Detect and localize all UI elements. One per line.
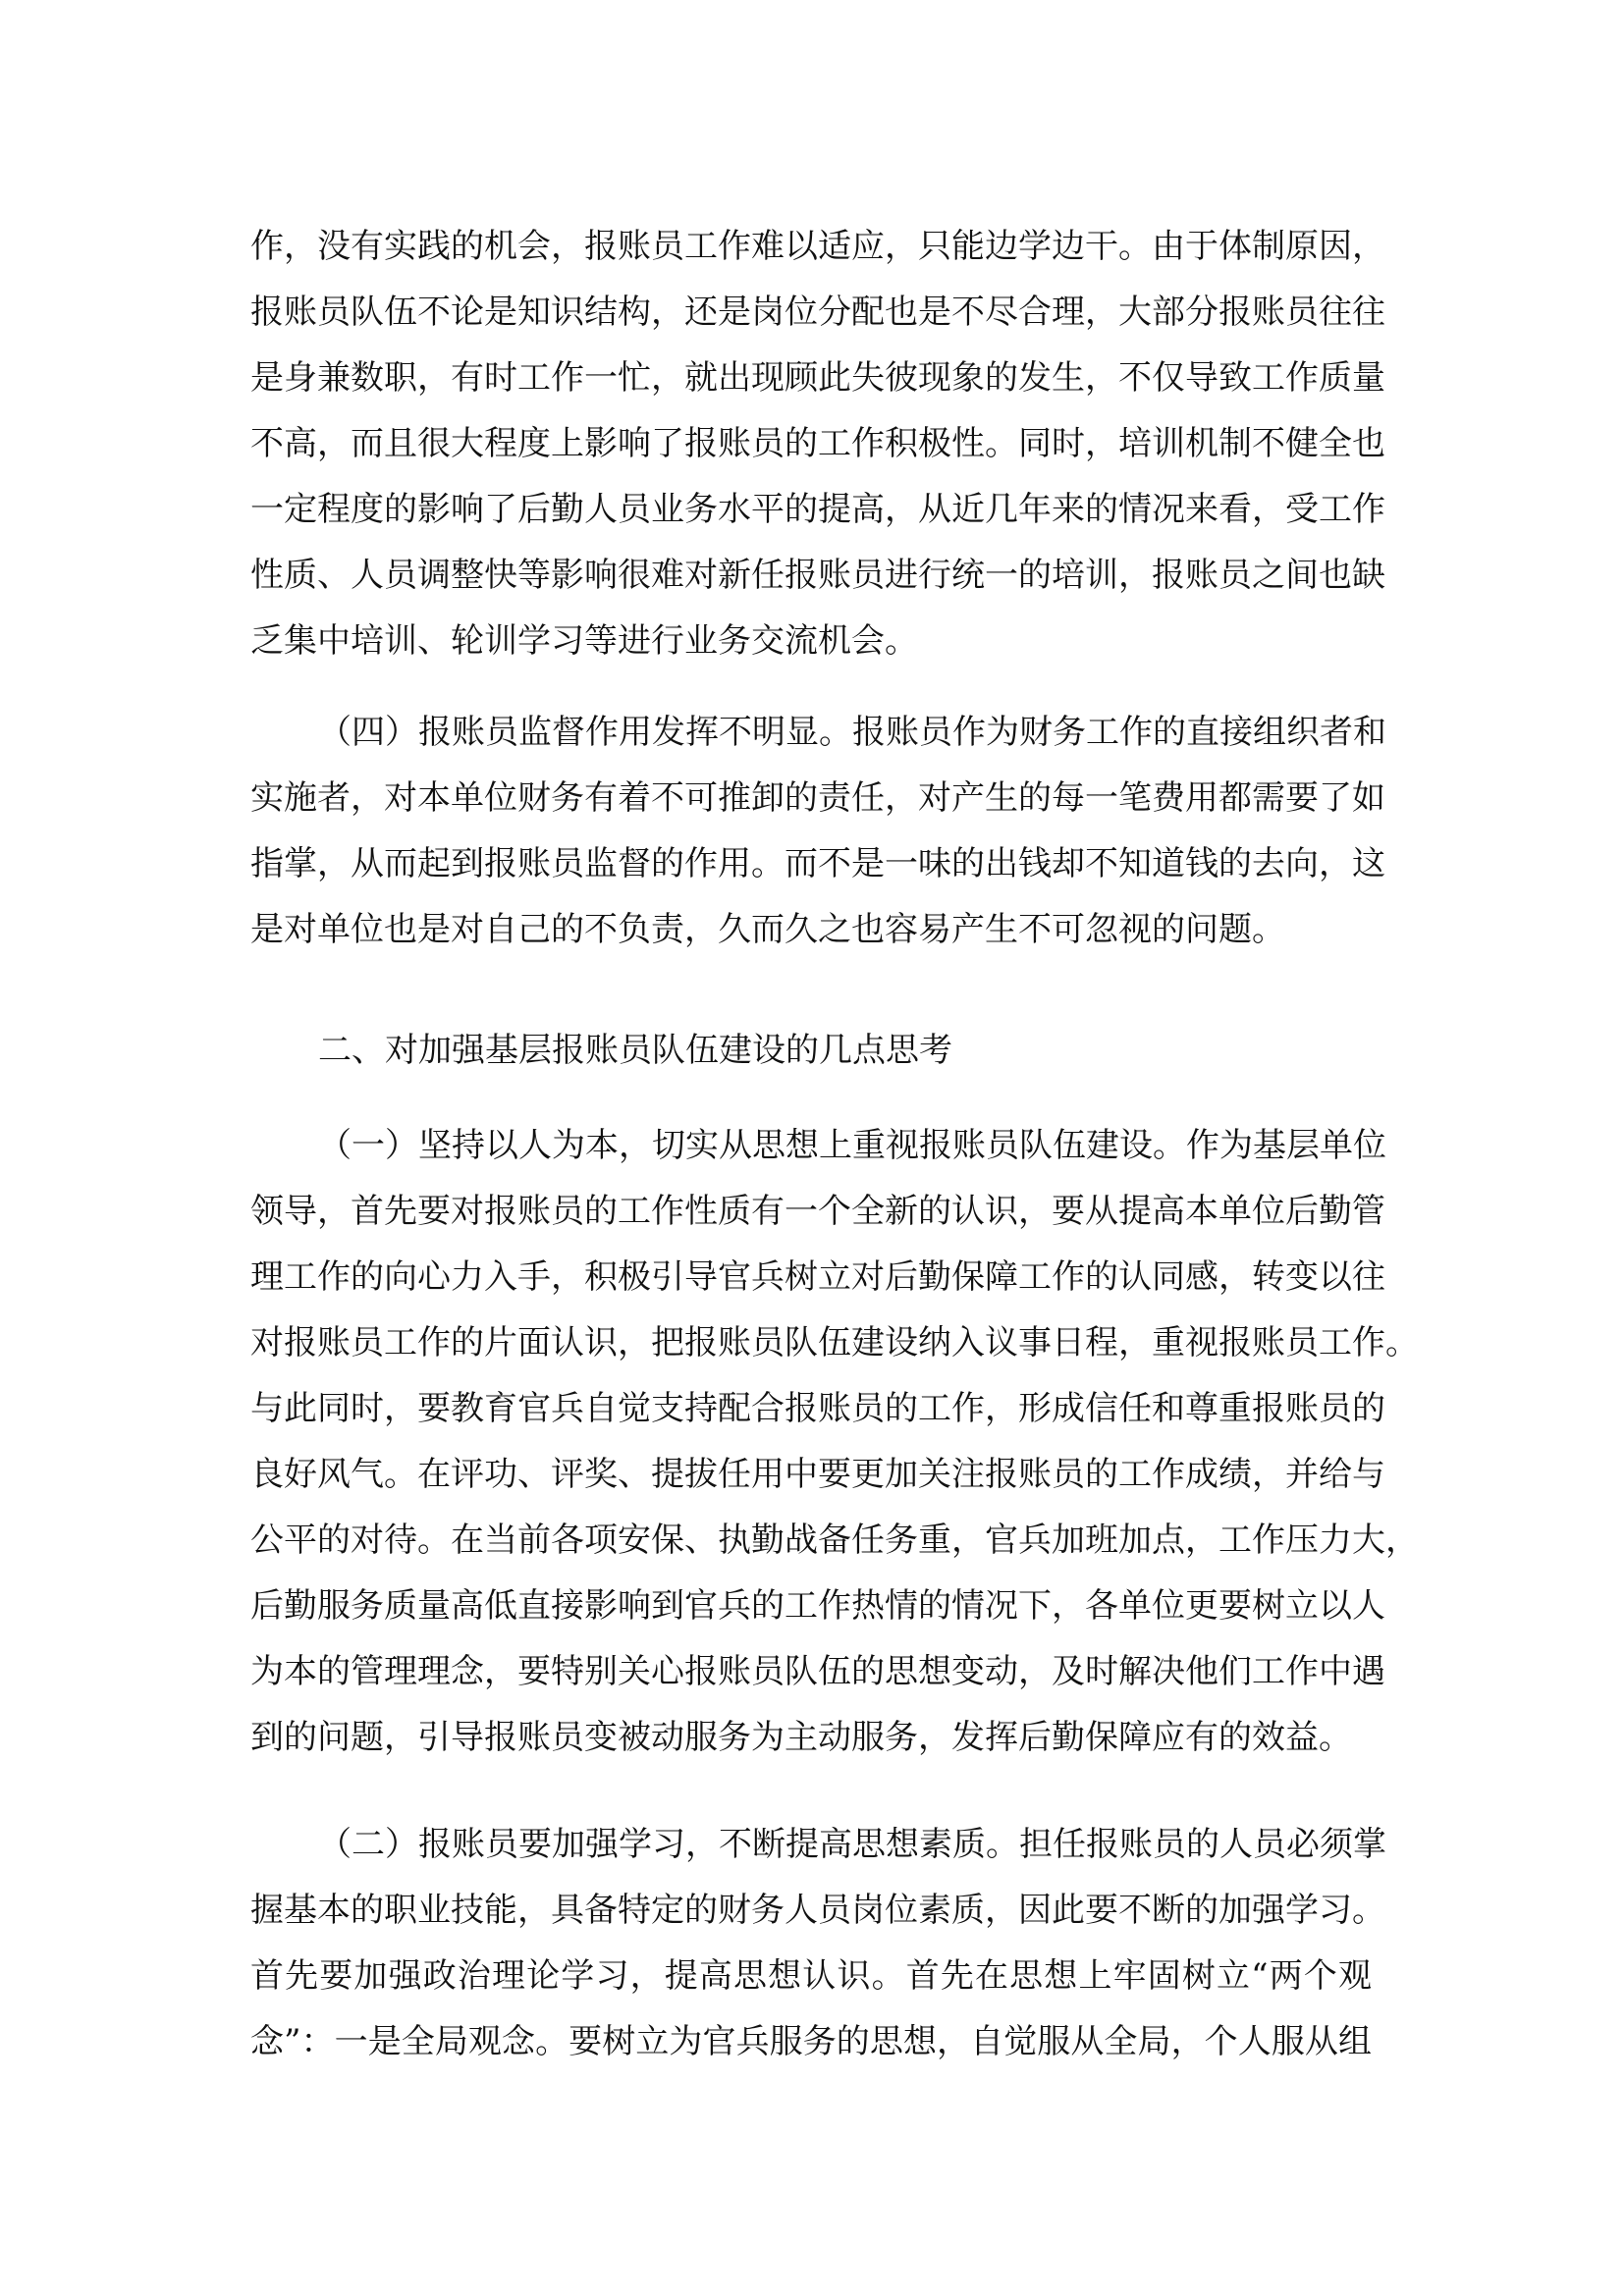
text-line: 实施者，对本单位财务有着不可推卸的责任，对产生的每一笔费用都需要了如 — [250, 778, 1385, 818]
text-line: （四）报账员监督作用发挥不明显。报账员作为财务工作的直接组织者和 — [318, 713, 1386, 752]
text-line: （二）报账员要加强学习，不断提高思想素质。担任报账员的人员必须掌 — [318, 1825, 1386, 1864]
text-line: 报账员队伍不论是知识结构，还是岗位分配也是不尽合理，大部分报账员往往 — [250, 293, 1385, 332]
text-line: 是对单位也是对自己的不负责，久而久之也容易产生不可忽视的问题。 — [250, 910, 1285, 949]
text-line: 理工作的向心力入手，积极引导官兵树立对后勤保障工作的认同感，转变以往 — [250, 1257, 1385, 1297]
section-heading — [250, 1018, 1372, 1084]
text-line: 不高，而且很大程度上影响了报账员的工作积极性。同时，培训机制不健全也 — [250, 424, 1385, 463]
text-line: 为本的管理理念，要特别关心报账员队伍的思想变动，及时解决他们工作中遇 — [250, 1652, 1385, 1691]
heading-text: 二、对加强基层报账员队伍建设的几点思考 — [318, 1031, 952, 1070]
text-line: （一）坚持以人为本，切实从思想上重视报账员队伍建设。作为基层单位 — [318, 1126, 1386, 1165]
text-line: 念”：一是全局观念。要树立为官兵服务的思想，自觉服从全局，个人服从组 — [250, 2022, 1372, 2061]
text-line: 对报账员工作的片面认识，把报账员队伍建设纳入议事日程，重视报账员工作。 — [250, 1323, 1419, 1362]
text-line: 后勤服务质量高低直接影响到官兵的工作热情的情况下，各单位更要树立以人 — [250, 1586, 1385, 1626]
paragraph-continued — [250, 214, 1385, 674]
text-line: 领导，首先要对报账员的工作性质有一个全新的认识，要从提高本单位后勤管 — [250, 1192, 1385, 1231]
paragraph-supervision — [250, 700, 1386, 963]
text-line: 指掌，从而起到报账员监督的作用。而不是一味的出钱却不知道钱的去向，这 — [250, 844, 1385, 883]
text-line: 握基本的职业技能，具备特定的财务人员岗位素质，因此要不断的加强学习。 — [250, 1891, 1385, 1930]
text-line: 到的问题，引导报账员变被动服务为主动服务，发挥后勤保障应有的效益。 — [250, 1718, 1352, 1757]
paragraph-people-oriented — [250, 1113, 1419, 1771]
text-line: 乏集中培训、轮训学习等进行业务交流机会。 — [250, 621, 918, 661]
text-line: 一定程度的影响了后勤人员业务水平的提高，从近几年来的情况来看，受工作 — [250, 490, 1385, 529]
text-line: 作，没有实践的机会，报账员工作难以适应，只能边学边干。由于体制原因， — [250, 227, 1385, 266]
text-line: 与此同时，要教育官兵自觉支持配合报账员的工作，形成信任和尊重报账员的 — [250, 1389, 1385, 1428]
text-line: 公平的对待。在当前各项安保、执勤战备任务重，官兵加班加点，工作压力大， — [250, 1521, 1419, 1560]
paragraph-study — [250, 1812, 1386, 2075]
text-line: 良好风气。在评功、评奖、提拔任用中要更加关注报账员的工作成绩，并给与 — [250, 1455, 1385, 1494]
text-line: 性质、人员调整快等影响很难对新任报账员进行统一的培训，报账员之间也缺 — [250, 556, 1385, 595]
text-line: 首先要加强政治理论学习，提高思想认识。首先在思想上牢固树立“两个观 — [250, 1956, 1372, 1996]
text-line: 是身兼数职，有时工作一忙，就出现顾此失彼现象的发生，不仅导致工作质量 — [250, 358, 1385, 398]
